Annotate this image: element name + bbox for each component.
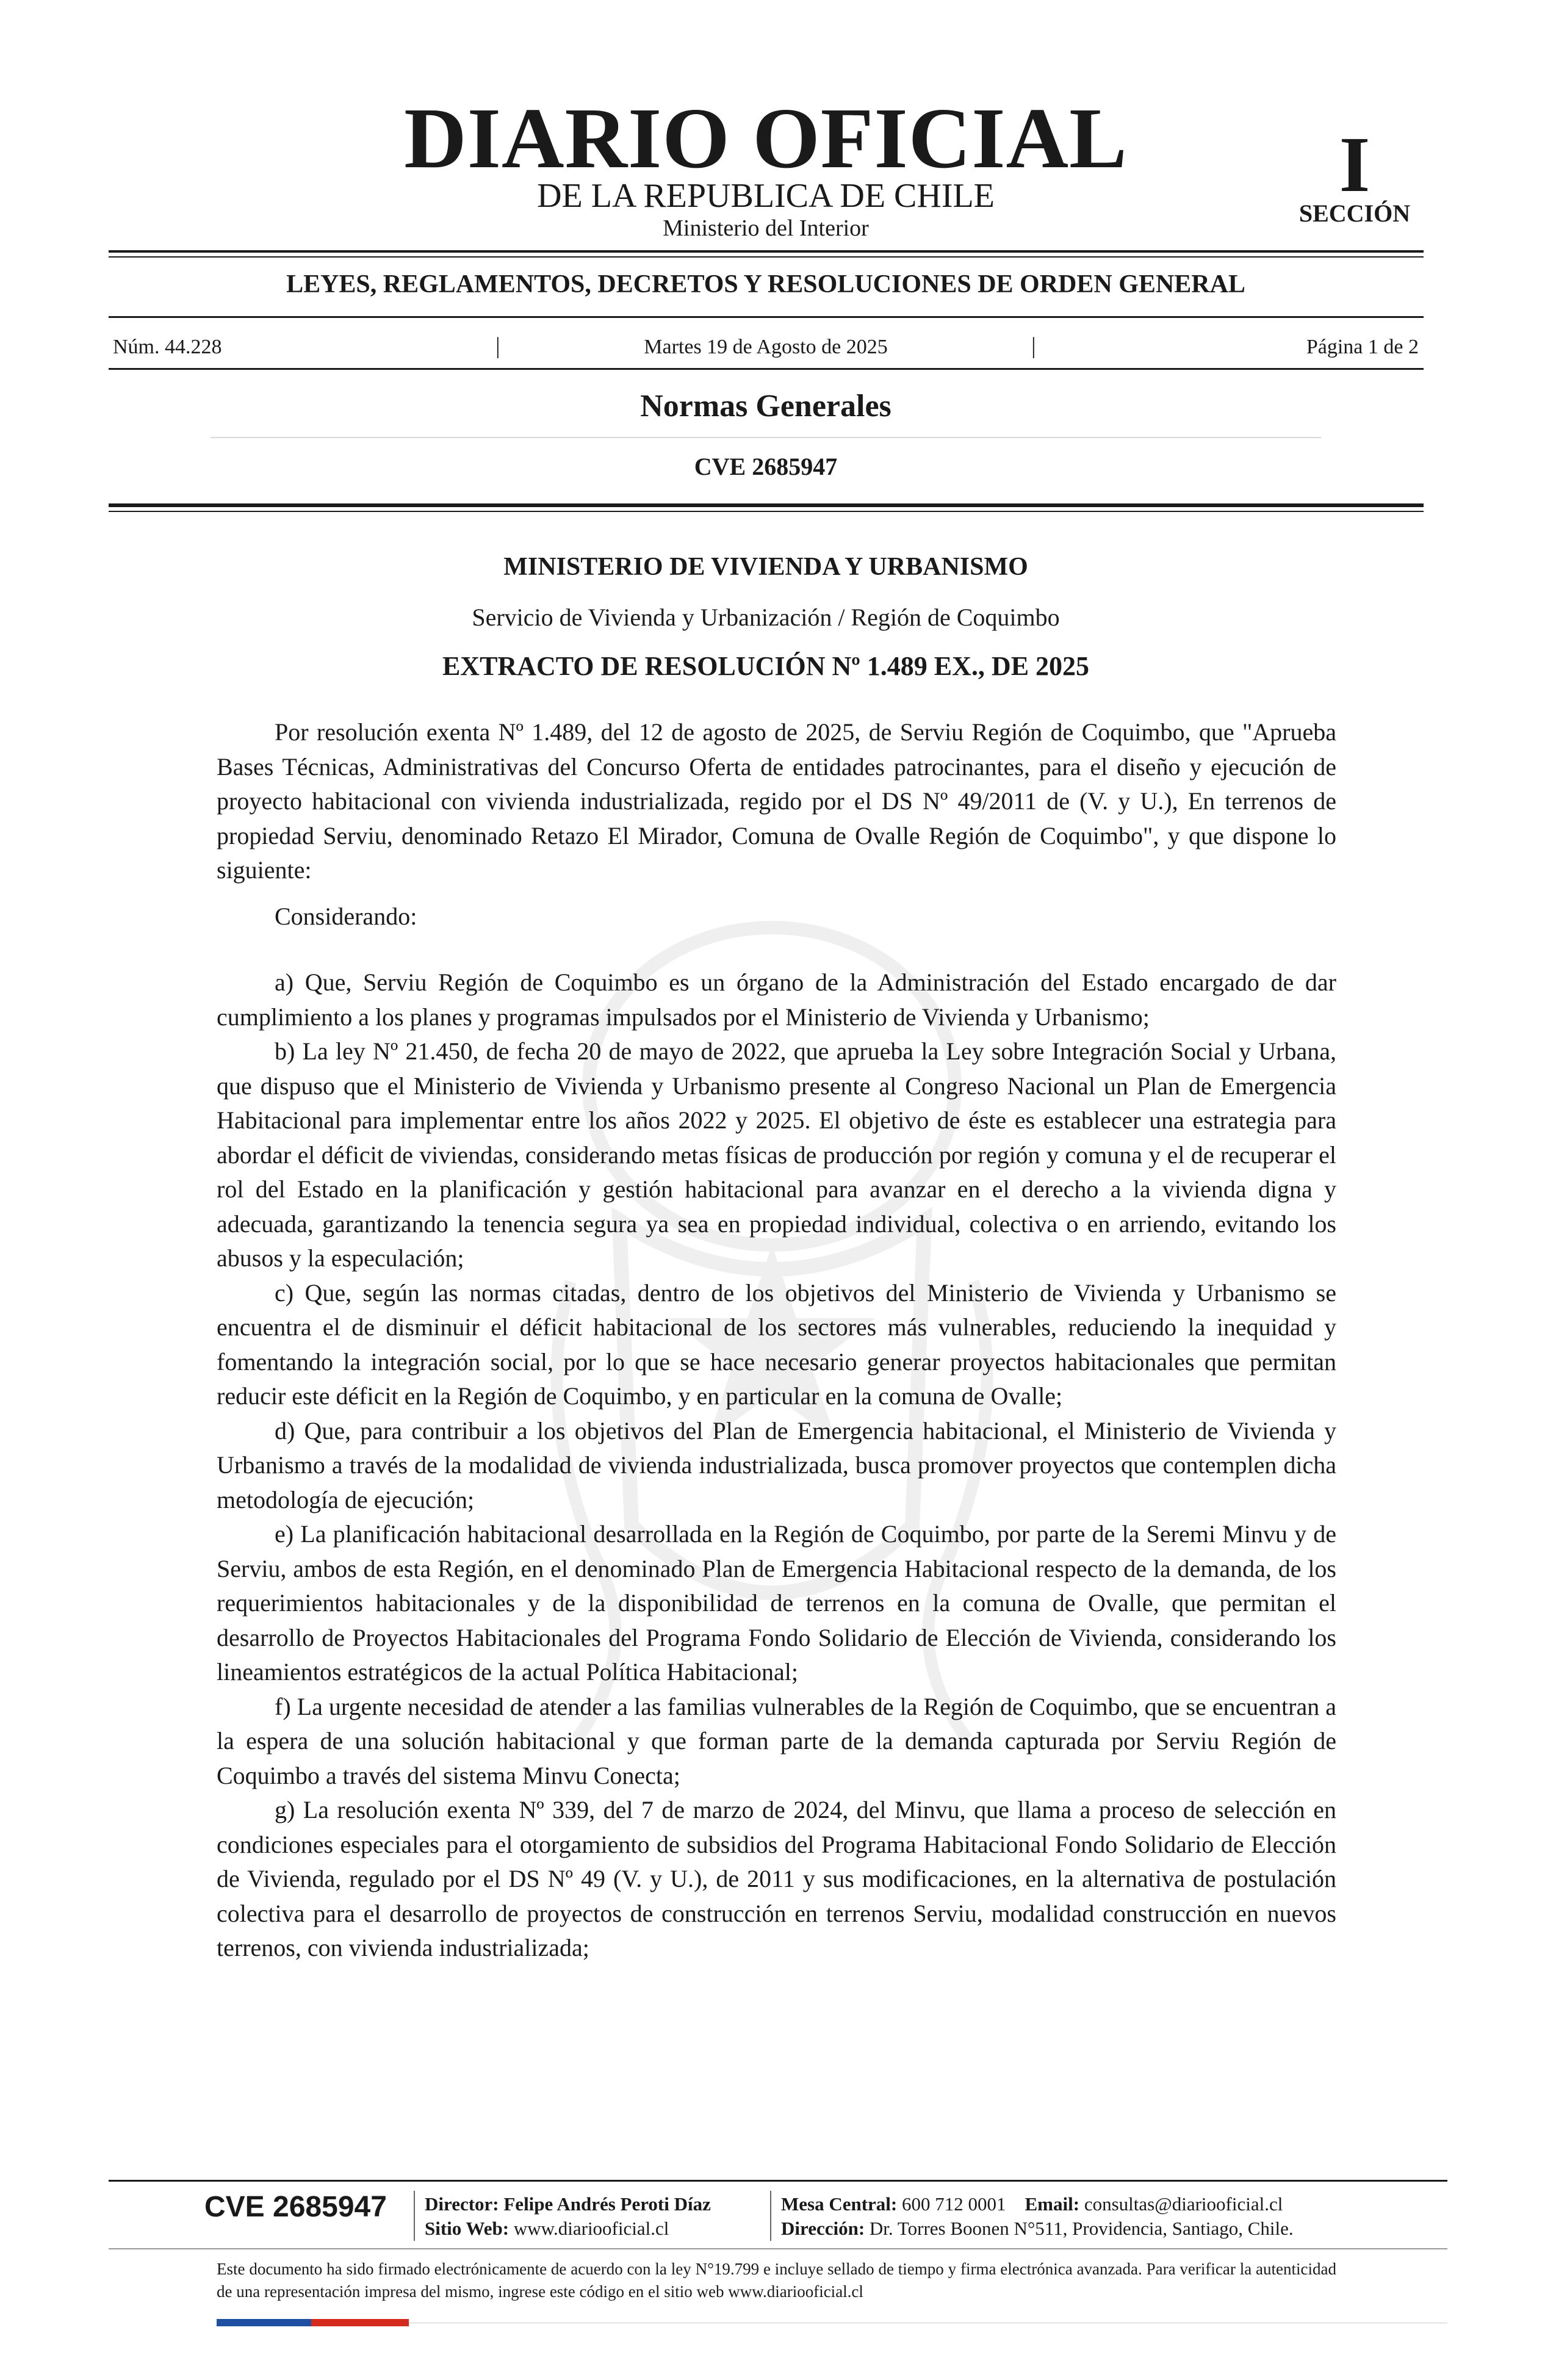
considering-label: Considerando: [275, 903, 417, 930]
issue-separator: | [1031, 333, 1036, 359]
footer-rule-bottom [109, 2248, 1447, 2249]
masthead-subtitle: DE LA REPUBLICA DE CHILE [537, 177, 995, 215]
phone-label: Mesa Central: [781, 2193, 898, 2215]
email-link[interactable]: consultas@diariooficial.cl [1084, 2193, 1283, 2215]
considerando-a: a) Que, Serviu Región de Coquimbo es un órgano de la Administración del Estado encargado de dar cumplimiento a los planes y programas impulsados por el Ministerio de Vivienda y Urbanismo; [217, 968, 1336, 1031]
email-label: Email: [1025, 2193, 1080, 2215]
cve-code: CVE 2685947 [694, 453, 838, 480]
considerandos-list [217, 965, 1336, 1966]
intro-paragraph [217, 715, 1336, 888]
service-name: Servicio de Vivienda y Urbanización / Región de Coquimbo [472, 604, 1060, 631]
masthead-rule-top-thin [109, 256, 1424, 258]
section-label: SECCIÓN [1298, 200, 1411, 227]
section-rule-thin [109, 511, 1424, 512]
flag-bar-blue [217, 2319, 311, 2326]
issue-number: Núm. 44.228 [113, 336, 222, 358]
section-divider [211, 437, 1321, 438]
website-link[interactable]: www.diariooficial.cl [513, 2218, 669, 2239]
footer-divider [414, 2191, 415, 2241]
footer-director-block [425, 2192, 711, 2241]
considerando-e: e) La planificación habitacional desarrollada en la Región de Coquimbo, por parte de la Seremi Minvu y de Serviu, ambos de esta Región, en el denominado Plan de Emergencia Habitacional respecto de la demanda, de los requerimientos habitacionales y de la disponibilidad de terrenos en la comuna de Ovalle, que permitan el desarrollo de Proyectos Habitacionales del Programa Fondo Solidario de Elección de Vivienda, considerando los lineamientos estratégicos de la actual Política Habitacional; [217, 1520, 1336, 1686]
phone-number: 600 712 0001 [902, 2193, 1006, 2215]
issue-page: Página 1 de 2 [1306, 336, 1419, 358]
considerando-g: g) La resolución exenta Nº 339, del 7 de marzo de 2024, del Minvu, que llama a proceso de selección en condiciones especiales para el otorgamiento de subsidios del Programa Habitacional Fondo Solidario de Elección de Vivienda, regulado por el DS Nº 49 (V. y U.), de 2011 y sus modificaciones, en la alternativa de postulación colectiva para el desarrollo de proyectos de construcción en terrenos Serviu, modalidad construcción en nuevos terrenos, con vivienda industrializada; [217, 1796, 1336, 1961]
resolution-title: EXTRACTO DE RESOLUCIÓN Nº 1.489 EX., DE 2025 [442, 651, 1090, 681]
footer-signature-note: Este documento ha sido firmado electrónicamente de acuerdo con la ley N°19.799 e incluye sellado de tiempo y firma electrónica avanzada. Para verificar la autenticidad de una representación impresa del mismo, ingrese este código en el sitio web www.diariooficial.cl [217, 2260, 1336, 2301]
category-rule [109, 316, 1424, 318]
section-number: I [1339, 121, 1371, 209]
considerando-d: d) Que, para contribuir a los objetivos del Plan de Emergencia habitacional, el Ministerio de Vivienda y Urbanismo a través de la modalidad de vivienda industrializada, busca promover proyectos que contemplen dicha metodología de ejecución; [217, 1416, 1336, 1513]
considerando-c: c) Que, según las normas citadas, dentro de los objetivos del Ministerio de Vivienda y Urbanismo se encuentra el de disminuir el déficit habitacional de los sectores más vulnerables, reduciendo la inequidad y fomentando la integración social, por lo que se hace necesario generar proyectos habitacionales que permitan reducir este déficit en la Región de Coquimbo, y en particular en la comuna de Ovalle; [217, 1278, 1336, 1410]
masthead-title: DIARIO OFICIAL [404, 90, 1128, 186]
issue-date: Martes 19 de Agosto de 2025 [644, 336, 888, 358]
section-title: Normas Generales [640, 389, 891, 424]
considerando-b: b) La ley Nº 21.450, de fecha 20 de mayo de 2022, que aprueba la Ley sobre Integración Social y Urbana, que dispuso que el Ministerio de Vivienda y Urbanismo presente al Congreso Nacional un Plan de Emergencia Habitacional para implementar entre los años 2022 y 2025. El objetivo de éste es establecer una estrategia para abordar el déficit de viviendas, considerando metas físicas de producción por región y comuna y el de recuperar el rol del Estado en la planificación y gestión habitacional para avanzar en el derecho a la vivienda digna y adecuada, garantizando la tenencia segura ya sea en propiedad individual, colectiva o en arriendo, evitando los abusos y la especulación; [217, 1037, 1336, 1272]
masthead-ministry: Ministerio del Interior [663, 215, 869, 241]
footer-cve: CVE 2685947 [204, 2191, 387, 2223]
ministry-name: MINISTERIO DE VIVIENDA Y URBANISMO [503, 553, 1028, 581]
flag-bar-red [311, 2319, 409, 2326]
footer-contact-block [781, 2192, 1294, 2241]
intro-text: Por resolución exenta Nº 1.489, del 12 de agosto de 2025, de Serviu Región de Coquimbo, que "Aprueba Bases Técnicas, Administrativas del Concurso Oferta de entidades patrocinantes, para el diseño y ejecución de proyecto habitacional con vivienda industrializada, regido por el DS Nº 49/2011 de (V. y U.), En terrenos de propiedad Serviu, denominado Retazo El Mirador, Comuna de Ovalle Región de Coquimbo", y que dispone lo siguiente: [217, 718, 1336, 884]
masthead-rule-top [109, 250, 1424, 253]
footer-divider [770, 2191, 771, 2241]
issue-separator: | [495, 333, 500, 359]
category-line: LEYES, REGLAMENTOS, DECRETOS Y RESOLUCIONES DE ORDEN GENERAL [286, 270, 1245, 298]
director-name: Felipe Andrés Peroti Díaz [503, 2193, 711, 2215]
director-label: Director: [425, 2193, 499, 2215]
address-label: Dirección: [781, 2218, 865, 2239]
website-label: Sitio Web: [425, 2218, 510, 2239]
considerando-f: f) La urgente necesidad de atender a las familias vulnerables de la Región de Coquimbo, que se encuentran a la espera de una solución habitacional y que forman parte de la demanda capturada por Serviu Región de Coquimbo a través del sistema Minvu Conecta; [217, 1692, 1336, 1789]
address-text: Dr. Torres Boonen N°511, Providencia, Santiago, Chile. [869, 2218, 1294, 2239]
section-rule-thick [109, 503, 1424, 507]
issue-rule [109, 368, 1424, 370]
footer-rule-top [109, 2180, 1447, 2182]
